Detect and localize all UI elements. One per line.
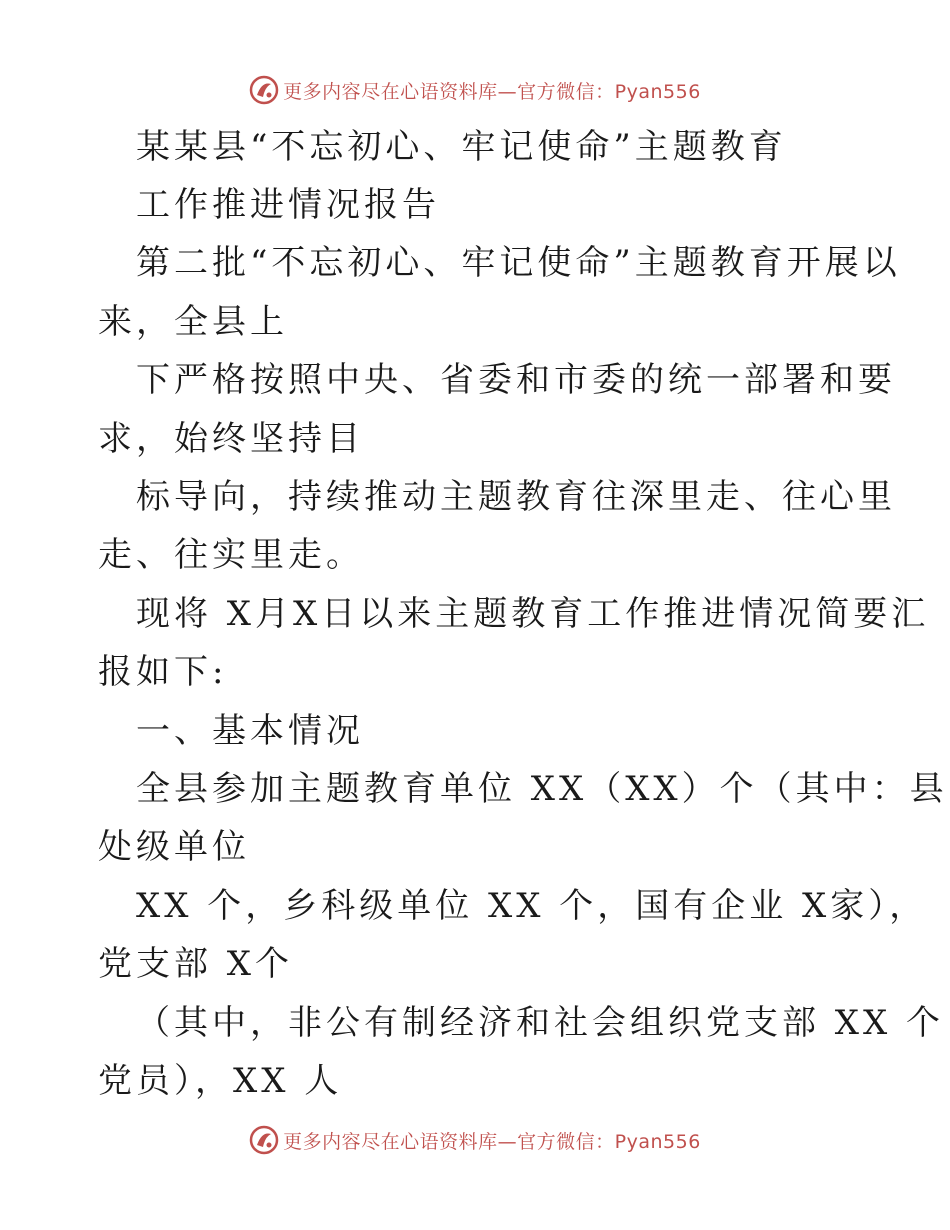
- seal-logo-icon: [249, 75, 279, 105]
- watermark-text: 更多内容尽在心语资料库—官方微信：Pyan556: [283, 80, 701, 103]
- paragraph-line: 下严格按照中央、省委和市委的统一部署和要: [136, 360, 896, 400]
- paragraph-line: 标导向，持续推动主题教育往深里走、往心里: [136, 477, 896, 517]
- header-watermark: [0, 70, 950, 110]
- paragraph-line: 处级单位: [98, 827, 250, 867]
- title-line-2: 工作推进情况报告: [136, 185, 440, 225]
- paragraph-line: 党支部 X个: [98, 944, 294, 984]
- seal-logo-icon: [249, 1125, 279, 1155]
- paragraph-line: 党员），XX 人: [98, 1061, 343, 1101]
- paragraph-line: 报如下:: [98, 652, 228, 692]
- footer-watermark: [0, 1120, 950, 1160]
- paragraph-line: 现将 X月X日以来主题教育工作推进情况简要汇: [136, 594, 930, 634]
- paragraph-line: XX 个，乡科级单位 XX 个，国有企业 X家），: [136, 886, 928, 926]
- paragraph-line: 求，始终坚持目: [98, 419, 364, 459]
- section-heading: 一、基本情况: [136, 711, 364, 751]
- watermark-text: 更多内容尽在心语资料库—官方微信：Pyan556: [283, 1130, 701, 1153]
- paragraph-line: （其中，非公有制经济和社会组织党支部 XX 个: [136, 1003, 945, 1043]
- paragraph-line: 来，全县上: [98, 302, 288, 342]
- paragraph-line: 第二批“不忘初心、牢记使命”主题教育开展以: [136, 243, 901, 283]
- paragraph-line: 走、往实里走。: [98, 535, 364, 575]
- paragraph-line: 全县参加主题教育单位 XX（XX）个（其中：县: [136, 769, 948, 809]
- title-line-1: 某某县“不忘初心、牢记使命”主题教育: [136, 127, 787, 167]
